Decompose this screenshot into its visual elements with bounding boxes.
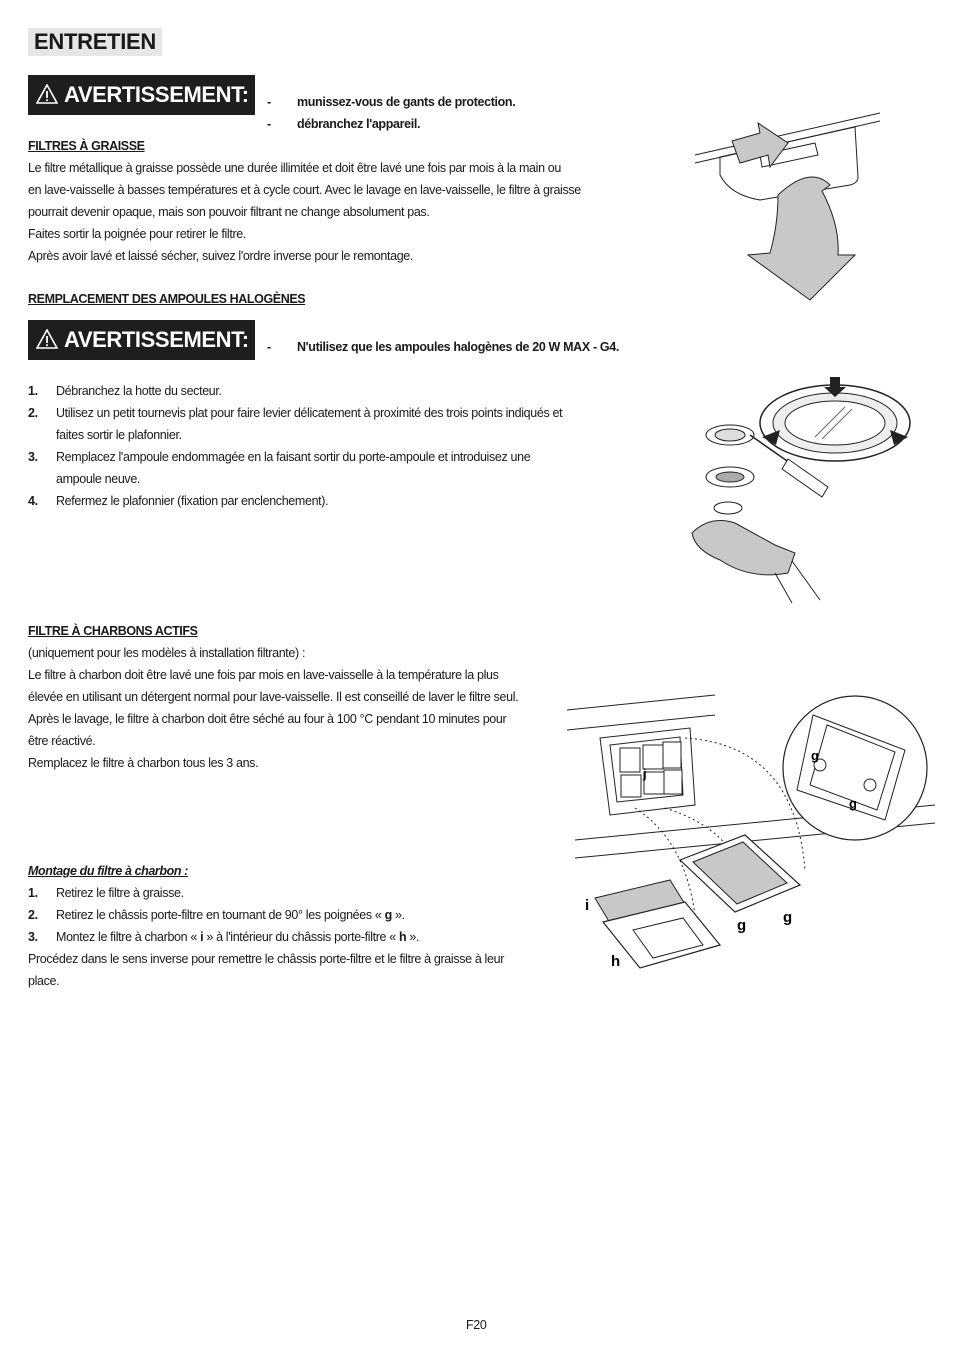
paragraph-line: Procédez dans le sens inverse pour remettre le châssis porte-filtre et le filtre à graisse à leur	[28, 952, 505, 966]
label-g: g	[783, 909, 793, 926]
list-item: 4. Refermez le plafonnier (fixation par enclenchement).	[28, 494, 329, 508]
paragraph-line: Le filtre à charbon doit être lavé une fois par mois en lave-vaisselle à la température la plus	[28, 668, 499, 682]
bulb-steps-list	[28, 380, 628, 512]
warning-label: AVERTISSEMENT:	[64, 327, 249, 352]
label-g: g	[737, 917, 747, 934]
warning-triangle-icon	[36, 84, 58, 104]
mounting-section	[28, 860, 568, 992]
bulbs-heading: REMPLACEMENT DES AMPOULES HALOGÈNES	[28, 292, 306, 306]
grease-filters-section	[28, 135, 648, 267]
warning-triangle-icon	[36, 329, 58, 349]
warning-item: - munissez-vous de gants de protection.	[267, 95, 516, 109]
list-item: 1. Débranchez la hotte du secteur.	[28, 384, 222, 398]
label-h: h	[611, 953, 621, 970]
label-i: i	[585, 897, 590, 914]
warning-banner	[28, 320, 255, 360]
charcoal-heading: FILTRE À CHARBONS ACTIFS	[28, 624, 198, 638]
label-g: g	[849, 796, 857, 811]
paragraph-line: place.	[28, 974, 60, 988]
paragraph-line: Après avoir lavé et laissé sécher, suivez l'ordre inverse pour le remontage.	[28, 249, 414, 263]
list-item: 2. Utilisez un petit tournevis plat pour faire levier délicatement à proximité des trois points indiqués et faites sortir le plafonnier.	[28, 406, 563, 442]
list-item: 3. Remplacez l'ampoule endommagée en la faisant sortir du porte-ampoule et introduisez une ampoule neuve.	[28, 450, 531, 486]
label-j: j	[643, 766, 647, 781]
paragraph-line: être réactivé.	[28, 734, 96, 748]
paragraph-line: Après le lavage, le filtre à charbon doit être séché au four à 100 °C pendant 10 minutes pour	[28, 712, 507, 726]
paragraph-line: Le filtre métallique à graisse possède une durée illimitée et doit être lavé une fois par mois à la main ou	[28, 161, 562, 175]
halogen-bulb-illustration	[680, 375, 920, 605]
label-g: g	[811, 748, 819, 763]
charcoal-filter-illustration	[565, 690, 935, 975]
paragraph-line: (uniquement pour les modèles à installation filtrante) :	[28, 646, 306, 660]
paragraph-line: Remplacez le filtre à charbon tous les 3 ans.	[28, 756, 259, 770]
grease-filter-illustration	[690, 105, 885, 305]
paragraph-line: Faites sortir la poignée pour retirer le filtre.	[28, 227, 247, 241]
warning-banner	[28, 75, 255, 115]
section-title: ENTRETIEN	[28, 28, 162, 56]
list-item: 3. Montez le filtre à charbon « i » à l'intérieur du châssis porte-filtre « h ».	[28, 930, 420, 944]
warning-item: - N'utilisez que les ampoules halogènes de 20 W MAX - G4.	[267, 340, 619, 354]
paragraph-line: pourrait devenir opaque, mais son pouvoir filtrant ne change absolument pas.	[28, 205, 430, 219]
paragraph-line: élevée en utilisant un détergent normal pour lave-vaisselle. Il est conseillé de laver le filtre seul.	[28, 690, 519, 704]
paragraph-line: en lave-vaisselle à basses températures et à cycle court. Avec le lavage en lave-vaisselle, le filtre à graisse	[28, 183, 581, 197]
charcoal-filter-section	[28, 620, 588, 774]
list-item: 1. Retirez le filtre à graisse.	[28, 886, 184, 900]
warning-list	[267, 91, 515, 135]
mounting-heading: Montage du filtre à charbon :	[28, 864, 188, 878]
page-number: F20	[466, 1318, 487, 1332]
mounting-steps-list	[28, 882, 568, 948]
warning-label: AVERTISSEMENT:	[64, 82, 249, 107]
list-item: 2. Retirez le châssis porte-filtre en tournant de 90° les poignées « g ».	[28, 908, 405, 922]
grease-filters-heading: FILTRES À GRAISSE	[28, 139, 145, 153]
warning-item: - débranchez l'appareil.	[267, 117, 421, 131]
